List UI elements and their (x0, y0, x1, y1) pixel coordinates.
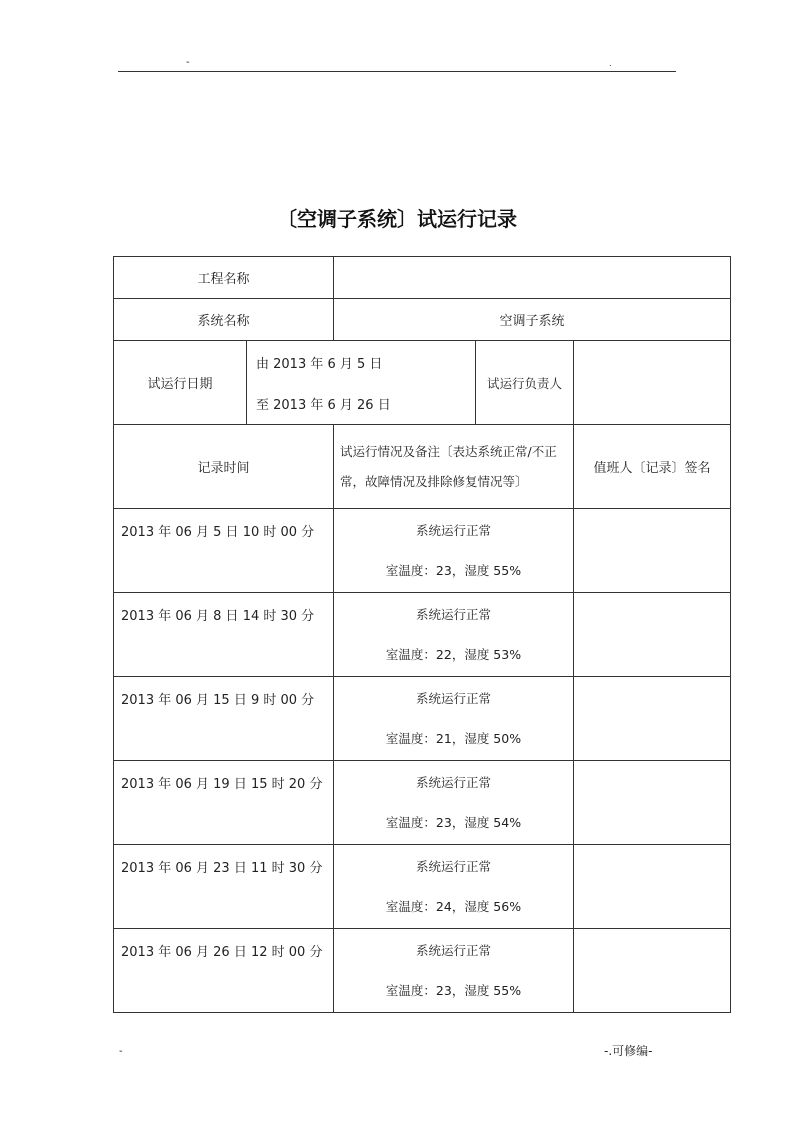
column-header-signature: 值班人〔记录〕签名 (574, 425, 731, 509)
record-remarks (334, 845, 574, 929)
record-row (114, 593, 731, 677)
project-name-row (114, 257, 731, 299)
record-row (114, 677, 731, 761)
system-name-label: 系统名称 (114, 299, 334, 341)
trial-date-range (247, 341, 476, 425)
record-signature[interactable] (574, 929, 731, 1013)
record-time: 2013 年 06 月 8 日 14 时 30 分 (114, 593, 334, 677)
record-remarks (334, 929, 574, 1013)
record-status: 系统运行正常 (416, 691, 492, 706)
record-reading: 室温度：21，湿度 50% (385, 731, 522, 746)
column-header-time: 记录时间 (114, 425, 334, 509)
footer-mark-left: - (119, 1046, 123, 1057)
record-row (114, 845, 731, 929)
record-time: 2013 年 06 月 5 日 10 时 00 分 (114, 509, 334, 593)
record-reading: 室温度：24，湿度 56% (385, 899, 522, 914)
header-mark-left: - (186, 57, 190, 68)
record-signature[interactable] (574, 677, 731, 761)
record-time: 2013 年 06 月 19 日 15 时 20 分 (114, 761, 334, 845)
record-status: 系统运行正常 (416, 607, 492, 622)
trial-owner-value[interactable] (574, 341, 731, 425)
header-mark-right: . (609, 59, 612, 68)
trial-date-to: 至 2013 年 6 月 26 日 (256, 397, 391, 413)
record-row (114, 761, 731, 845)
header-rule (118, 71, 676, 72)
trial-run-record-table (113, 256, 731, 1013)
record-time: 2013 年 06 月 26 日 12 时 00 分 (114, 929, 334, 1013)
trial-date-label: 试运行日期 (114, 341, 247, 425)
record-signature[interactable] (574, 761, 731, 845)
record-reading: 室温度：23，湿度 54% (385, 815, 522, 830)
system-name-value: 空调子系统 (334, 299, 731, 341)
trial-owner-label: 试运行负责人 (476, 341, 574, 425)
record-status: 系统运行正常 (416, 523, 492, 538)
record-remarks (334, 761, 574, 845)
record-signature[interactable] (574, 845, 731, 929)
record-reading: 室温度：23，湿度 55% (385, 983, 522, 998)
system-name-row (114, 299, 731, 341)
record-status: 系统运行正常 (416, 775, 492, 790)
record-signature[interactable] (574, 593, 731, 677)
column-header-row (114, 425, 731, 509)
record-reading: 室温度：22，湿度 53% (385, 647, 522, 662)
trial-period-row (114, 341, 731, 425)
record-reading: 室温度：23，湿度 55% (385, 563, 522, 578)
record-remarks (334, 677, 574, 761)
record-status: 系统运行正常 (416, 943, 492, 958)
trial-date-from: 由 2013 年 6 月 5 日 (256, 356, 383, 372)
record-status: 系统运行正常 (416, 859, 492, 874)
footer-editable-note: -.可修编- (604, 1044, 653, 1058)
record-remarks (334, 509, 574, 593)
column-header-remarks: 试运行情况及备注〔表达系统正常/不正常，故障情况及排除修复情况等〕 (334, 425, 574, 509)
record-row (114, 509, 731, 593)
record-remarks (334, 593, 574, 677)
project-name-label: 工程名称 (114, 257, 334, 299)
record-time: 2013 年 06 月 15 日 9 时 00 分 (114, 677, 334, 761)
record-time: 2013 年 06 月 23 日 11 时 30 分 (114, 845, 334, 929)
page-title: 〔空调子系统〕试运行记录 (277, 207, 517, 231)
record-signature[interactable] (574, 509, 731, 593)
project-name-value[interactable] (334, 257, 731, 299)
record-row (114, 929, 731, 1013)
